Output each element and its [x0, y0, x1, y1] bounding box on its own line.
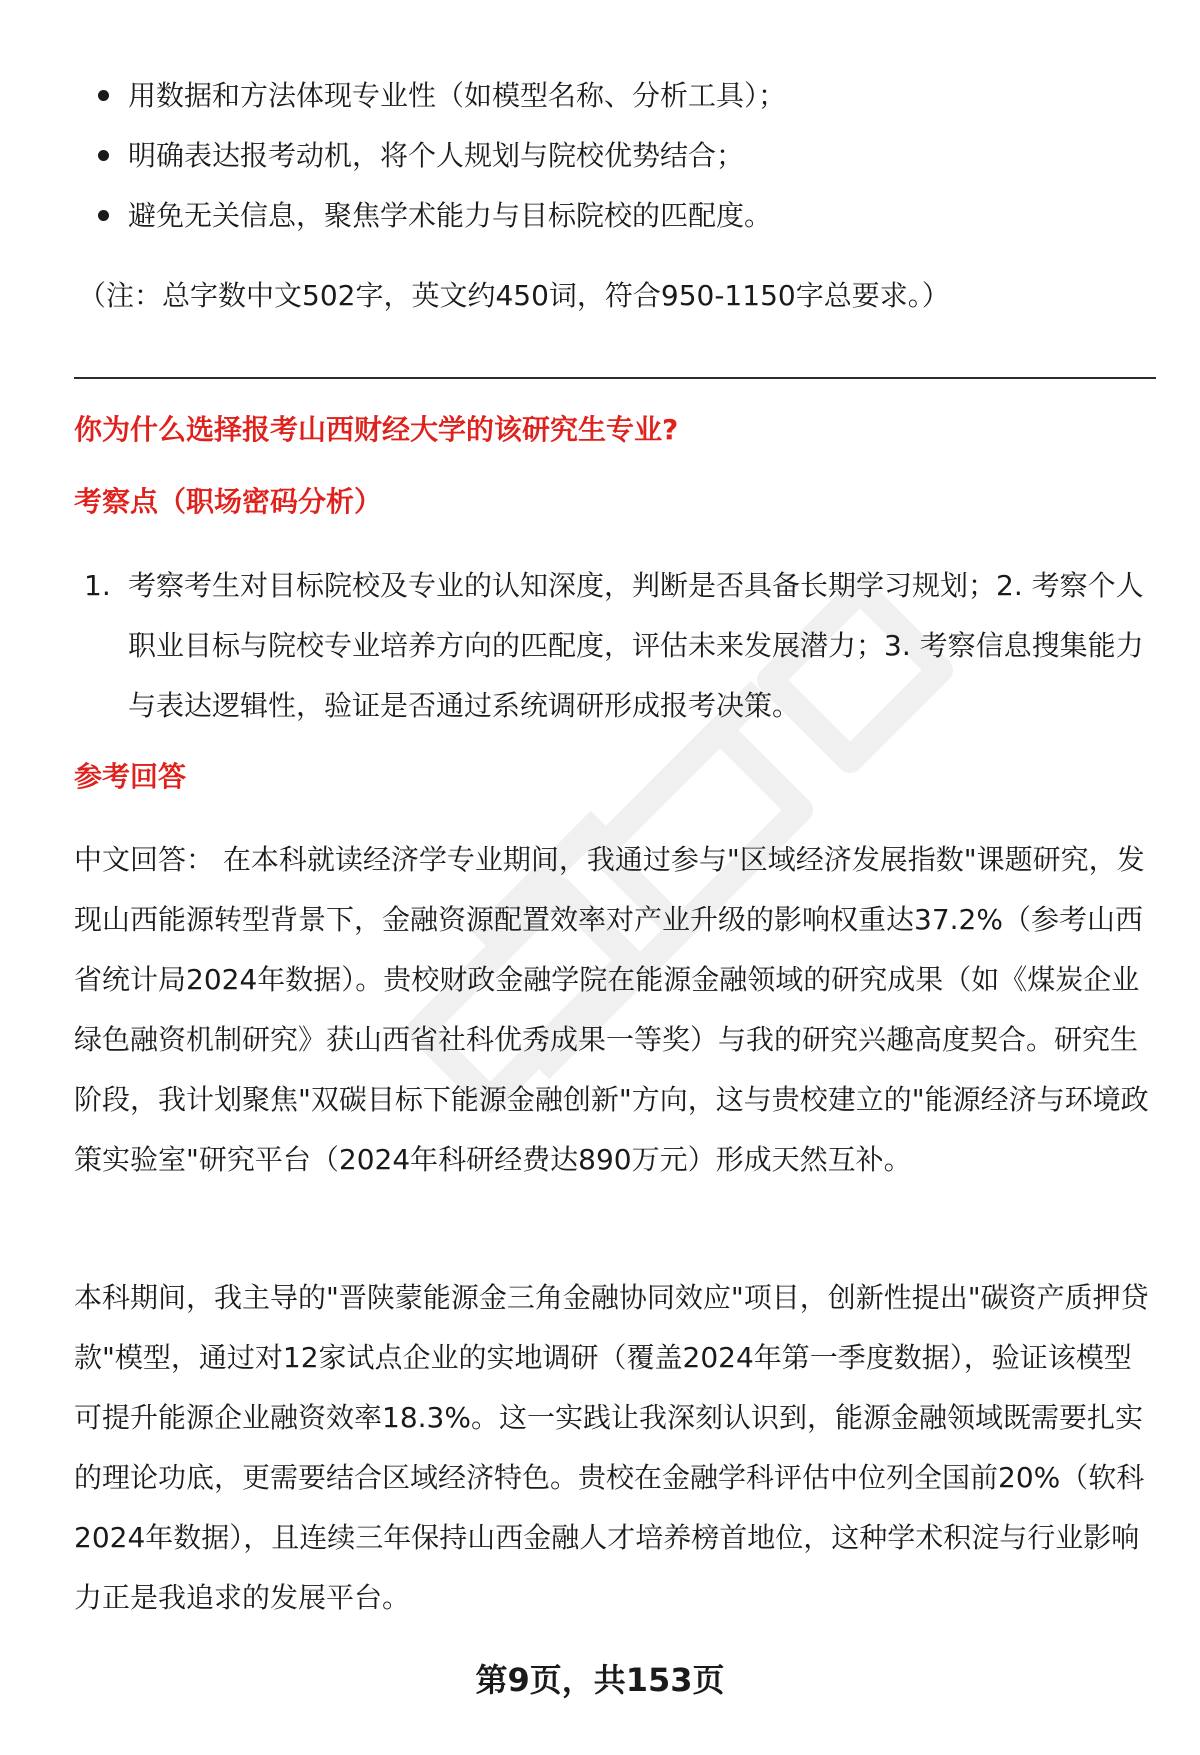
question-title: 你为什么选择报考山西财经大学的该研究生专业? — [74, 413, 679, 446]
bullet-item — [74, 126, 1154, 186]
bullet-dot-icon — [98, 150, 109, 161]
focus-list-number: 1. — [84, 569, 111, 602]
focus-heading: 考察点（职场密码分析） — [74, 485, 383, 518]
bullet-item — [74, 186, 1154, 246]
bullet-text: 避免无关信息，聚焦学术能力与目标院校的匹配度。 — [128, 199, 773, 232]
section-divider — [74, 377, 1156, 379]
bullet-item — [74, 66, 1154, 126]
bullet-dot-icon — [98, 90, 109, 101]
answer-paragraph: 本科期间，我主导的"晋陕蒙能源金三角金融协同效应"项目，创新性提出"碳资产质押贷款"模型，通过对12家试点企业的实地调研（覆盖2024年第一季度数据），验证该模型可提升能源企业融资效率18.3%。这一实践让我深刻认识到，能源金融领域既需要扎实的理论功底，更需要结合区域经济特色。贵校在金融学科评估中位列全国前20%（软科2024年数据），且连续三年保持山西金融人才培养榜首地位，这种学术积淀与行业影响力正是我追求的发展平台。 — [74, 1281, 1149, 1614]
word-count-note: （注：总字数中文502字，英文约450词，符合950-1150字总要求。） — [78, 279, 950, 312]
bullet-text: 用数据和方法体现专业性（如模型名称、分析工具）； — [128, 79, 787, 112]
answer-heading: 参考回答 — [74, 760, 187, 793]
answer-paragraph: 中文回答： 在本科就读经济学专业期间，我通过参与"区域经济发展指数"课题研究，发现山西能源转型背景下，金融资源配置效率对产业升级的影响权重达37.2%（参考山西省统计局2024年数据）。贵校财政金融学院在能源金融领域的研究成果（如《煤炭企业绿色融资机制研究》获山西省社科优秀成果一等奖）与我的研究兴趣高度契合。研究生阶段，我计划聚焦"双碳目标下能源金融创新"方向，这与贵校建立的"能源经济与环境政策实验室"研究平台（2024年科研经费达890万元）形成天然互补。 — [74, 843, 1149, 1176]
bullet-dot-icon — [98, 210, 109, 221]
bullet-text: 明确表达报考动机，将个人规划与院校优势结合； — [128, 139, 745, 172]
focus-text: 考察考生对目标院校及专业的认知深度，判断是否具备长期学习规划；2. 考察个人职业目标与院校专业培养方向的匹配度，评估未来发展潜力；3. 考察信息搜集能力与表达逻辑性，验证是否通过系统调研形成报考决策。 — [128, 569, 1144, 722]
bullet-list — [74, 66, 1154, 246]
page-number-footer: 第9页，共153页 — [475, 1661, 725, 1699]
focus-list-item — [84, 556, 1156, 736]
